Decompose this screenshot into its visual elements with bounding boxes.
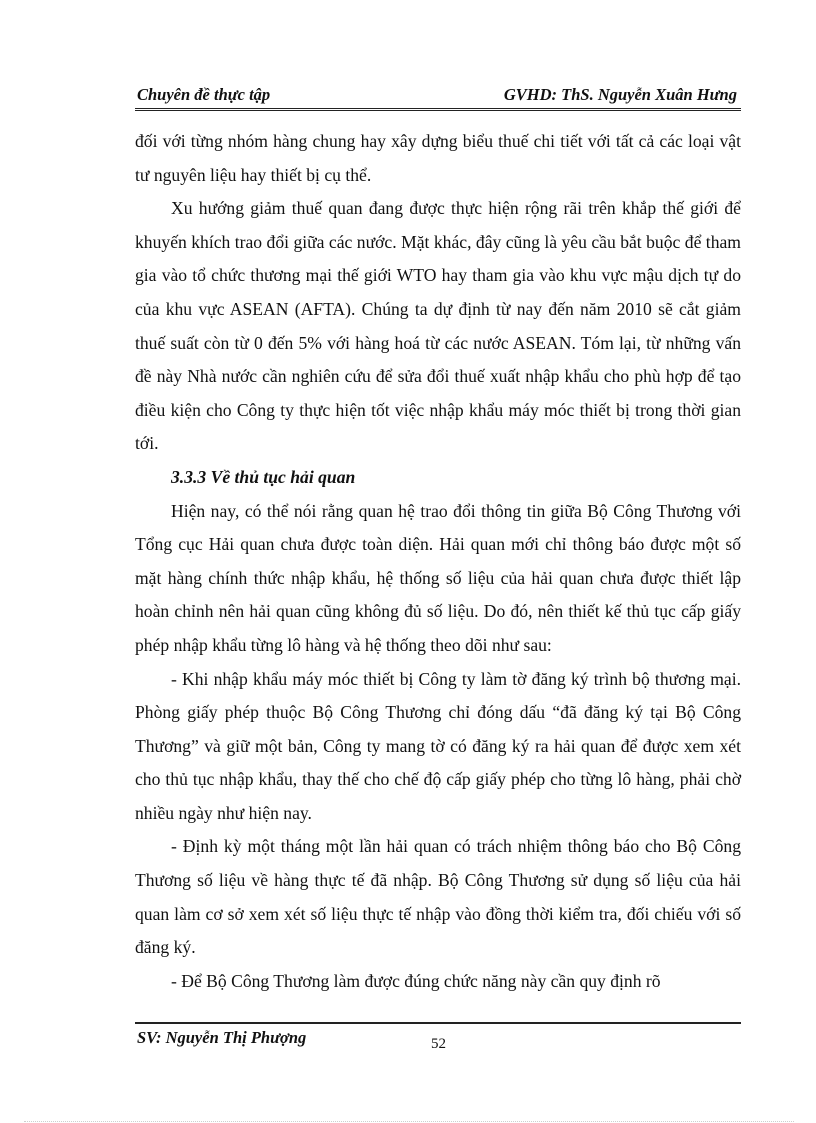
page-body (135, 125, 741, 998)
paragraph-bullet-registration: - Khi nhập khẩu máy móc thiết bị Công ty làm tờ đăng ký trình bộ thương mại. Phòng giấy phép thuộc Bộ Công Thương chỉ đóng dấu “đã đăng ký tại Bộ Công Thương” và giữ một bản, Công ty mang tờ có đăng ký ra hải quan để được xem xét cho thủ tục nhập khẩu, thay thế cho chế độ cấp giấy phép cho từng lô hàng, phải chờ nhiều ngày như hiện nay. (135, 668, 741, 823)
page-header (135, 80, 741, 111)
header-document-type: Chuyên đề thực tập (137, 85, 271, 104)
paragraph-bullet-ministry-function: - Để Bộ Công Thương làm được đúng chức năng này cần quy định rõ (171, 970, 661, 991)
section-heading-customs-procedures: 3.3.3 Về thủ tục hải quan (171, 466, 356, 487)
paragraph-tariff-trend: Xu hướng giảm thuế quan đang được thực hiện rộng rãi trên khắp thế giới để khuyến khích trao đổi giữa các nước. Mặt khác, đây cũng là yêu cầu bắt buộc để tham gia vào tổ chức thương mại thế giới WTO hay tham gia vào khu vực mậu dịch tự do của khu vực ASEAN (AFTA). Chúng ta dự định từ nay đến năm 2010 sẽ cắt giảm thuế suất còn từ 0 đến 5% với hàng hoá từ các nước ASEAN. Tóm lại, từ những vấn đề này Nhà nước cần nghiên cứu để sửa đổi thuế xuất nhập khẩu cho phù hợp để tạo điều kiện cho Công ty thực hiện tốt việc nhập khẩu máy móc thiết bị trong thời gian tới. (135, 198, 741, 454)
paragraph-customs-info-exchange: Hiện nay, có thể nói rằng quan hệ trao đổi thông tin giữa Bộ Công Thương với Tổng cục Hải quan chưa được toàn diện. Hải quan mới chỉ thông báo được một số mặt hàng chính thức nhập khẩu, hệ thống số liệu của hải quan chưa được thiết lập hoàn chỉnh nên hải quan cũng không đủ số liệu. Do đó, nên thiết kế thủ tục cấp giấy phép nhập khẩu từng lô hàng và hệ thống theo dõi như sau: (135, 500, 741, 655)
page-footer (135, 1022, 741, 1054)
footer-student-name: SV: Nguyễn Thị Phượng (137, 1028, 307, 1047)
paragraph-continuation: đối với từng nhóm hàng chung hay xây dựng biểu thuế chi tiết với tất cả các loại vật tư nguyên liệu hay thiết bị cụ thể. (135, 131, 741, 185)
page-bottom-divider (24, 1121, 794, 1122)
header-supervisor: GVHD: ThS. Nguyễn Xuân Hưng (503, 85, 737, 104)
paragraph-bullet-monthly-report: - Định kỳ một tháng một lần hải quan có trách nhiệm thông báo cho Bộ Công Thương số liệu về hàng thực tế đã nhập. Bộ Công Thương sử dụng số liệu của hải quan làm cơ sở xem xét số liệu thực tế nhập vào đồng thời kiểm tra, đối chiếu với số đăng ký. (135, 836, 741, 958)
page-number: 52 (431, 1036, 446, 1052)
